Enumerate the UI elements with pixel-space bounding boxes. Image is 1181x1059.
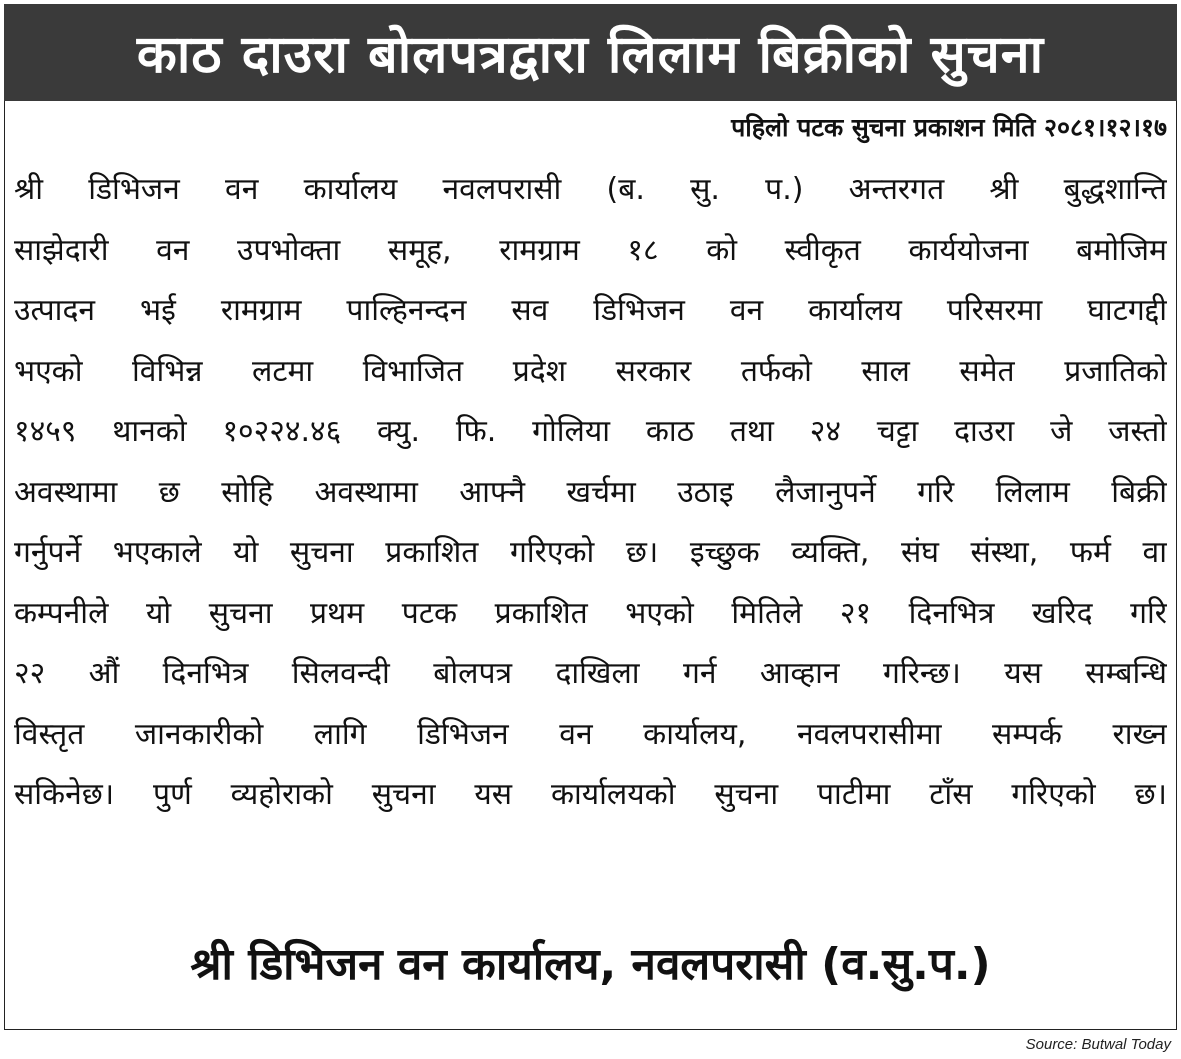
body-line: कम्पनीले यो सुचना प्रथम पटक प्रकाशित भएको मितिले २१ दिनभित्र खरिद गरि bbox=[14, 595, 1167, 631]
body-line: उत्पादन भई रामग्राम पाल्हिनन्दन सव डिभिजन वन कार्यालय परिसरमा घाटगद्दी bbox=[14, 293, 1167, 328]
title-banner bbox=[4, 4, 1177, 101]
body-line-last: सकिनेछ। पुर्ण व्यहोराको सुचना यस कार्यालयको सुचना पाटीमा टाँस गरिएको छ। bbox=[14, 777, 1167, 812]
body-line: १४५९ थानको १०२२४.४६ क्यु. फि. गोलिया काठ तथा २४ चट्टा दाउरा जे जस्तो bbox=[14, 414, 1167, 449]
office-signature: श्री डिभिजन वन कार्यालय, नवलपरासी (व.सु.प.) bbox=[190, 939, 991, 990]
body-line: भएको विभिन्न लटमा विभाजित प्रदेश सरकार तर्फको साल समेत प्रजातिको bbox=[14, 353, 1167, 389]
body-line: विस्तृत जानकारीको लागि डिभिजन वन कार्यालय, नवलपरासीमा सम्पर्क राख्न bbox=[14, 716, 1167, 752]
source-credit: Source: Butwal Today bbox=[1025, 1036, 1171, 1053]
notice-title: काठ दाउरा बोलपत्रद्वारा लिलाम बिक्रीको सुचना bbox=[136, 25, 1045, 85]
body-line: साझेदारी वन उपभोक्ता समूह, रामग्राम १८ को स्वीकृत कार्ययोजना बमोजिम bbox=[14, 232, 1167, 268]
body-line: अवस्थामा छ सोहि अवस्थामा आफ्नै खर्चमा उठाइ लैजानुपर्ने गरि लिलाम बिक्री bbox=[14, 474, 1167, 510]
body-line: गर्नुपर्ने भएकाले यो सुचना प्रकाशित गरिएको छ। इच्छुक व्यक्ति, संघ संस्था, फर्म वा bbox=[14, 535, 1167, 570]
body-line: २२ औं दिनभित्र सिलवन्दी बोलपत्र दाखिला गर्न आव्हान गरिन्छ। यस सम्बन्धि bbox=[14, 656, 1167, 691]
notice-body bbox=[14, 160, 1167, 826]
body-line: श्री डिभिजन वन कार्यालय नवलपरासी (ब. सु. प.) अन्तरगत श्री बुद्धशान्ति bbox=[14, 172, 1167, 207]
publication-date: पहिलो पटक सुचना प्रकाशन मिति २०८१।१२।१७ bbox=[731, 113, 1167, 142]
